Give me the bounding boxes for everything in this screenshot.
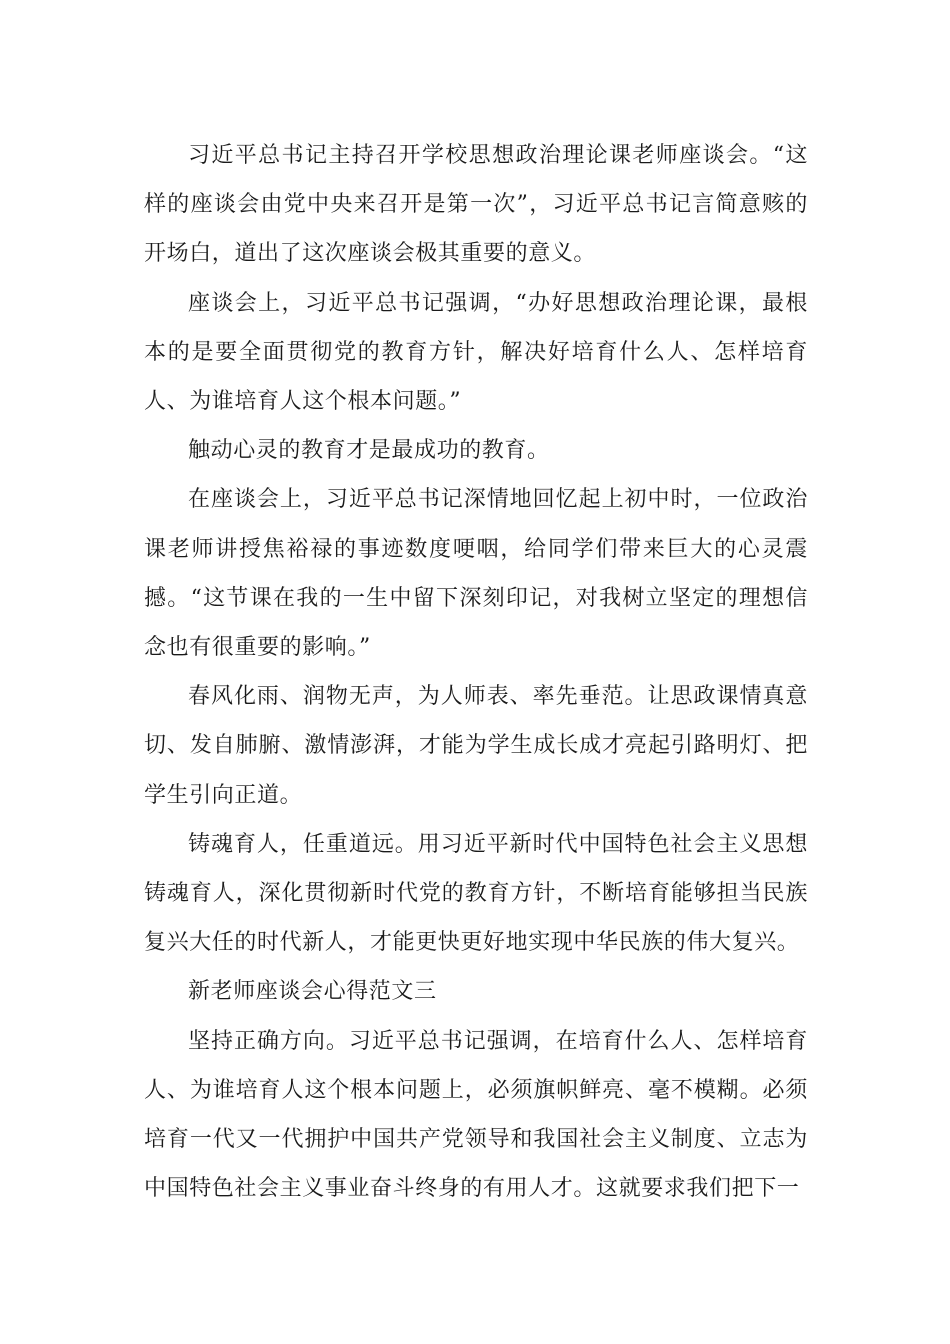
paragraph-2: 座谈会上，习近平总书记强调，“办好思想政治理论课，最根本的是要全面贯彻党的教育方针，解决好培育什么人、怎样培育人、为谁培育人这个根本问题。” xyxy=(144,290,808,415)
paragraph-4: 在座谈会上，习近平总书记深情地回忆起上初中时，一位政治课老师讲授焦裕禄的事迹数度哽咽，给同学们带来巨大的心灵震撼。“这节课在我的一生中留下深刻印记，对我树立坚定的理想信念也有很重要的影响。” xyxy=(144,487,808,661)
section-heading: 新老师座谈会心得范文三 xyxy=(188,979,437,1005)
paragraph-7: 坚持正确方向。习近平总书记强调，在培育什么人、怎样培育人、为谁培育人这个根本问题上，必须旗帜鲜亮、毫不模糊。必须培育一代又一代拥护中国共产党领导和我国社会主义制度、立志为中国特色社会主义事业奋斗终身的有用人才。这就要求我们把下一 xyxy=(144,1028,808,1202)
document-body xyxy=(144,131,808,1213)
paragraph-5: 春风化雨、润物无声，为人师表、率先垂范。让思政课情真意切、发自肺腑、激情澎湃，才能为学生成长成才亮起引路明灯、把学生引向正道。 xyxy=(144,684,808,808)
paragraph-6: 铸魂育人，任重道远。用习近平新时代中国特色社会主义思想铸魂育人，深化贯彻新时代党的教育方针，不断培育能够担当民族复兴大任的时代新人，才能更快更好地实现中华民族的伟大复兴。 xyxy=(144,831,808,956)
paragraph-1: 习近平总书记主持召开学校思想政治理论课老师座谈会。“这样的座谈会由党中央来召开是第一次”，习近平总书记言简意赅的开场白，道出了这次座谈会极其重要的意义。 xyxy=(144,143,808,267)
paragraph-3: 触动心灵的教育才是最成功的教育。 xyxy=(188,438,550,464)
